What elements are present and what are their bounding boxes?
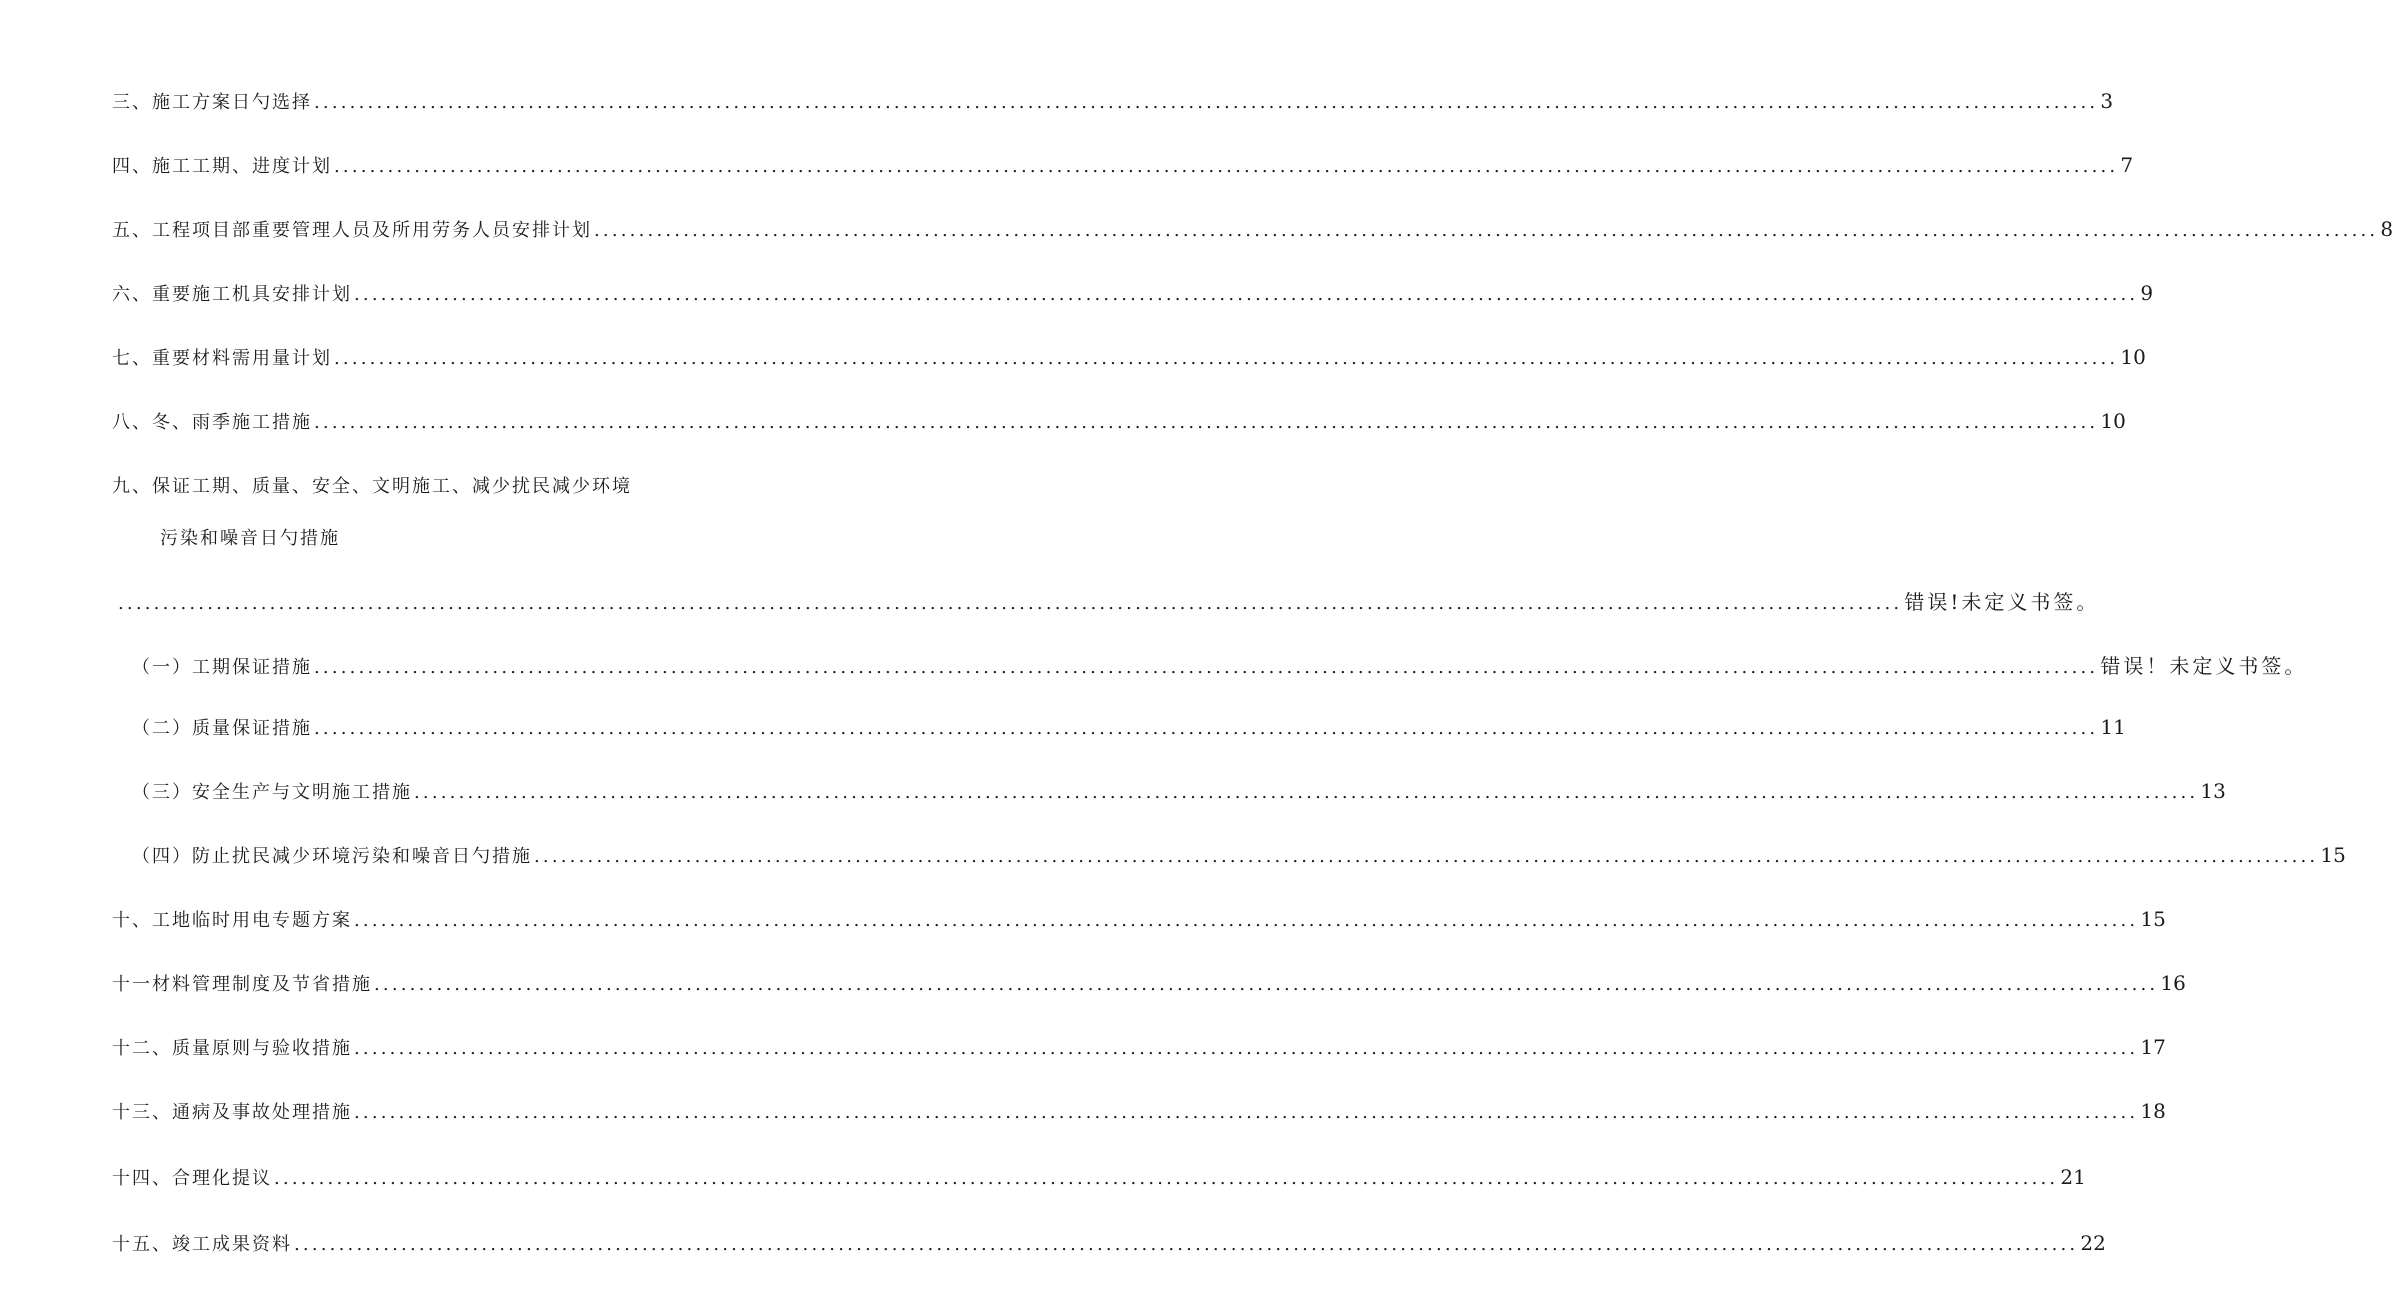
toc-entry-page: 9 [2140,281,2154,305]
toc-entry[interactable] [132,714,2126,740]
toc-leader-dots: ........................................................................................................................................................................................................ [354,1102,2139,1123]
toc-leader-dots: ........................................................................................................................................................................................................ [334,348,2119,369]
toc-entry-title: 十一材料管理制度及节省措施 [112,974,372,995]
toc-entry[interactable] [112,1098,2166,1124]
toc-entry[interactable] [132,842,2346,868]
toc-entry-title: 四、施工工期、进度计划 [112,156,332,177]
toc-entry-title: 十四、合理化提议 [112,1168,272,1189]
toc-leader-dots: ........................................................................................................................................................................................................ [118,593,1903,614]
toc-entry-title: 十五、竣工成果资料 [112,1234,292,1255]
toc-entry-page: 11 [2100,715,2126,739]
toc-entry-page: 7 [2120,153,2134,177]
toc-leader-dots: ........................................................................................................................................................................................................ [314,92,2099,113]
toc-entry[interactable] [112,344,2146,370]
toc-leader-dots: ........................................................................................................................................................................................................ [274,1168,2059,1189]
toc-entry-page: 17 [2140,1035,2166,1059]
toc-entry[interactable] [132,650,2308,679]
toc-entry[interactable] [132,778,2226,804]
toc-leader-dots: ........................................................................................................................................................................................................ [594,220,2379,241]
toc-entry-title: 六、重要施工机具安排计划 [112,284,352,305]
toc-entry-title: 八、冬、雨季施工措施 [112,412,312,433]
toc-entry-title: 三、施工方案日勺选择 [112,92,312,113]
toc-entry[interactable] [112,152,2134,178]
toc-entry-page: 15 [2320,843,2346,867]
toc-entry-page: 21 [2060,1165,2086,1189]
toc-leader-dots: ........................................................................................................................................................................................................ [294,1234,2079,1255]
toc-entry[interactable] [112,1164,2086,1190]
toc-leader-dots: ........................................................................................................................................................................................................ [314,412,2099,433]
toc-leader-dots: ........................................................................................................................................................................................................ [374,974,2159,995]
toc-leader-dots: ........................................................................................................................................................................................................ [354,910,2139,931]
toc-entry-title-continued: 污染和噪音日勺措施 [160,528,340,549]
toc-entry-title: 十、工地临时用电专题方案 [112,910,352,931]
toc-entry-page: 10 [2100,409,2126,433]
toc-entry-page: 8 [2380,217,2393,241]
toc-entry-title: （二）质量保证措施 [132,718,312,739]
toc-leader-dots: ........................................................................................................................................................................................................ [334,156,2119,177]
toc-entry-page: 18 [2140,1099,2166,1123]
toc-entry-page: 22 [2080,1231,2106,1255]
toc-entry[interactable] [112,216,2393,242]
toc-entry-page: 10 [2120,345,2146,369]
toc-leader-dots: ........................................................................................................................................................................................................ [414,782,2199,803]
toc-entry[interactable] [112,88,2114,114]
toc-entry-title: 五、工程项目部重要管理人员及所用劳务人员安排计划 [112,220,592,241]
toc-entry[interactable] [118,586,2100,615]
toc-entry-title: （一）工期保证措施 [132,657,312,678]
toc-leader-dots: ........................................................................................................................................................................................................ [534,846,2319,867]
toc-entry-page: 13 [2200,779,2226,803]
toc-entry-title: 十三、通病及事故处理措施 [112,1102,352,1123]
toc-entry-page: 15 [2140,907,2166,931]
toc-entry-page: 错误!未定义书签。 [1904,590,2100,614]
toc-leader-dots: ........................................................................................................................................................................................................ [314,718,2099,739]
toc-entry-page: 16 [2160,971,2186,995]
toc-entry-title: （三）安全生产与文明施工措施 [132,782,412,803]
toc-leader-dots: ........................................................................................................................................................................................................ [354,284,2139,305]
toc-entry-title: 十二、质量原则与验收措施 [112,1038,352,1059]
toc-leader-dots: ........................................................................................................................................................................................................ [314,657,2099,678]
toc-entry[interactable] [112,1230,2106,1256]
toc-entry-title: （四）防止扰民减少环境污染和噪音日勺措施 [132,846,532,867]
toc-entry-page: 3 [2100,89,2114,113]
toc-entry[interactable] [112,1034,2166,1060]
toc-entry[interactable] [112,280,2154,306]
toc-leader-dots: ........................................................................................................................................................................................................ [354,1038,2139,1059]
toc-entry[interactable] [112,408,2126,434]
toc-entry-title[interactable]: 九、保证工期、质量、安全、文明施工、减少扰民减少环境 [112,476,632,497]
toc-entry-title: 七、重要材料需用量计划 [112,348,332,369]
toc-entry[interactable] [112,906,2166,932]
toc-entry[interactable] [112,970,2186,996]
toc-entry-page: 错误！未定义书签。 [2100,654,2308,678]
